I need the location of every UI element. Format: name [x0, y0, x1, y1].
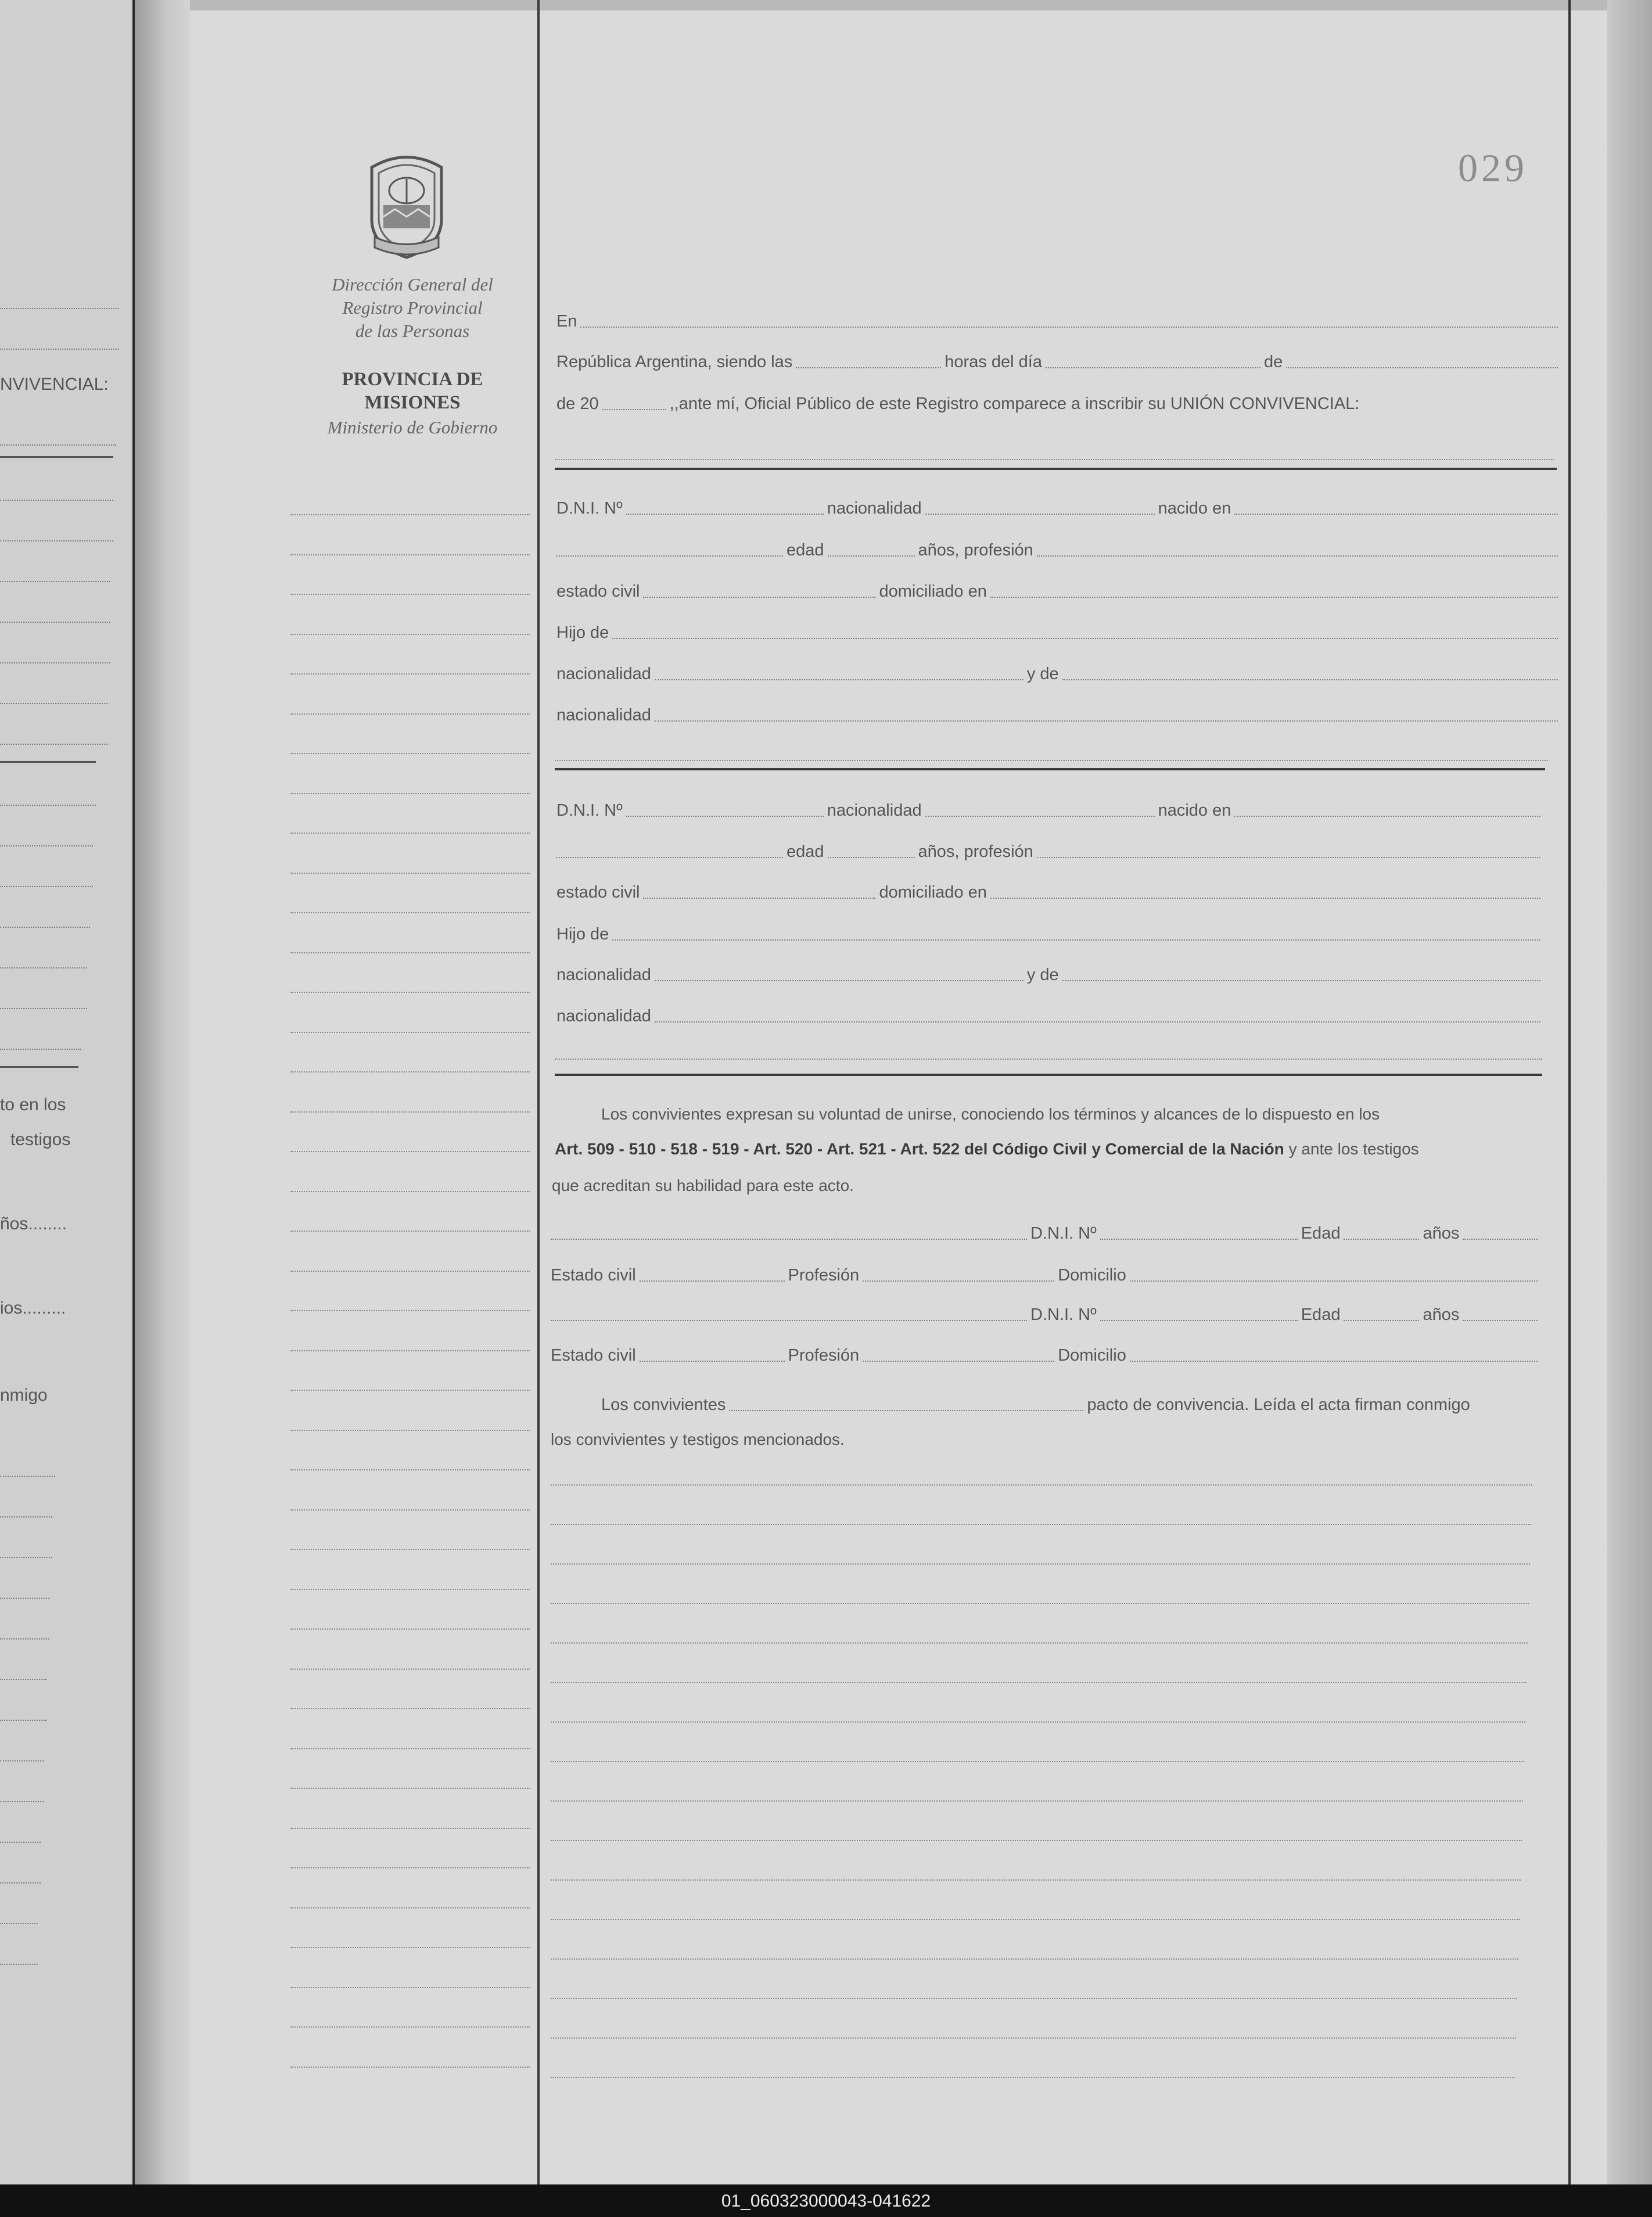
dotted-line — [0, 805, 96, 806]
label: estado civil — [556, 582, 640, 601]
dotted-line — [0, 662, 110, 663]
person2-row — [556, 879, 1544, 902]
intro-row — [556, 390, 1561, 414]
fill-line[interactable] — [551, 1239, 1027, 1240]
ministry-label: Ministerio de Gobierno — [327, 417, 498, 437]
closing-line: los convivientes y testigos mencionados. — [551, 1430, 845, 1448]
notes-line[interactable] — [290, 514, 530, 515]
label: y de — [1026, 665, 1059, 683]
dotted-line — [0, 1008, 87, 1009]
declaration-line: Los convivientes expresan su voluntad de unirse, conociendo los términos y alcances de lo dispuesto en los — [601, 1105, 1380, 1123]
label: Profesión — [788, 1266, 860, 1285]
label: Estado civil — [551, 1266, 636, 1285]
notes-line[interactable] — [551, 1524, 1531, 1525]
fill-line[interactable] — [1234, 514, 1558, 515]
notes-line[interactable] — [290, 992, 530, 993]
notes-line[interactable] — [290, 1469, 530, 1470]
notes-line[interactable] — [290, 2067, 530, 2068]
notes-line[interactable] — [290, 2026, 530, 2028]
fill-line[interactable] — [551, 1320, 1027, 1321]
declaration-line — [555, 1140, 1542, 1158]
fill-line[interactable] — [1037, 555, 1558, 557]
person1-row — [556, 702, 1561, 725]
witness2-row — [551, 1301, 1541, 1325]
fill-line[interactable] — [555, 760, 1548, 761]
rule — [0, 761, 96, 763]
declaration-tail: y ante los testigos — [1288, 1140, 1419, 1158]
dotted-line — [0, 1476, 55, 1477]
dotted-line — [0, 1923, 38, 1924]
notes-line[interactable] — [551, 2037, 1516, 2039]
person1-row — [556, 661, 1561, 684]
label: En — [556, 312, 577, 331]
fill-line[interactable] — [863, 1361, 1054, 1362]
label: nacionalidad — [827, 801, 922, 820]
notes-line[interactable] — [551, 1919, 1520, 1920]
label: República Argentina, siendo las — [556, 353, 793, 371]
notes-line[interactable] — [551, 1563, 1530, 1565]
notes-line[interactable] — [290, 1947, 530, 1948]
label: de 20 — [556, 394, 599, 413]
prev-fragment: nmigo — [0, 1386, 48, 1405]
notes-line[interactable] — [290, 833, 530, 834]
label: años — [1423, 1305, 1460, 1324]
notes-line[interactable] — [290, 1310, 530, 1311]
notes-line[interactable] — [551, 1761, 1524, 1762]
notes-line[interactable] — [290, 1589, 530, 1590]
dotted-line — [0, 1049, 81, 1050]
folio-number: 029 — [1458, 146, 1528, 190]
person2-row — [556, 962, 1544, 985]
person2-row — [556, 797, 1544, 820]
notes-line[interactable] — [290, 912, 530, 913]
label: de — [1263, 353, 1283, 371]
dotted-line — [0, 308, 119, 309]
fill-line[interactable] — [640, 1280, 785, 1282]
notes-line[interactable] — [290, 554, 530, 555]
dotted-line — [0, 744, 107, 745]
person1-row — [556, 495, 1561, 518]
fill-line[interactable] — [555, 459, 1554, 460]
person1-row — [556, 619, 1561, 643]
notes-line[interactable] — [551, 1484, 1532, 1486]
person2-row — [556, 838, 1544, 862]
dotted-line — [0, 540, 113, 541]
prev-fragment: ños........ — [0, 1214, 67, 1233]
notes-line[interactable] — [290, 1509, 530, 1511]
notes-line[interactable] — [551, 1840, 1522, 1841]
section-rule — [555, 468, 1557, 470]
fill-line[interactable] — [602, 409, 666, 410]
label: ,,ante mí, Oficial Público de este Registro comparece a inscribir su UNIÓN CONVIVENCIAL: — [669, 394, 1360, 413]
label: Los convivientes — [601, 1396, 726, 1414]
fill-line[interactable] — [626, 514, 824, 515]
notes-line[interactable] — [290, 1669, 530, 1670]
label: Edad — [1301, 1305, 1341, 1324]
fill-line[interactable] — [555, 1059, 1542, 1060]
label: años — [1423, 1224, 1460, 1243]
dotted-line — [0, 1720, 46, 1721]
prev-fragment: testigos — [10, 1130, 71, 1149]
person1-row — [556, 578, 1561, 601]
previous-page — [0, 0, 135, 2184]
dotted-line — [0, 581, 110, 582]
label: Domicilio — [1058, 1266, 1126, 1285]
fill-line[interactable] — [796, 367, 941, 368]
section-rule — [555, 1074, 1542, 1076]
label: D.N.I. Nº — [1030, 1224, 1097, 1243]
label: estado civil — [556, 883, 640, 902]
section-rule — [555, 768, 1545, 770]
closing-row — [601, 1391, 1528, 1415]
fill-line[interactable] — [655, 1021, 1540, 1023]
fill-line[interactable] — [1344, 1239, 1419, 1240]
notes-line[interactable] — [290, 1271, 530, 1272]
province-title: MISIONES — [364, 392, 461, 413]
notes-line[interactable] — [551, 1800, 1523, 1802]
dotted-line — [0, 886, 93, 887]
fill-line[interactable] — [990, 597, 1558, 598]
label: nacido en — [1158, 499, 1231, 518]
label: Hijo de — [556, 623, 609, 642]
person2-row — [556, 1003, 1544, 1026]
label: años, profesión — [918, 541, 1033, 559]
notes-line[interactable] — [290, 952, 530, 953]
dotted-line — [0, 1882, 41, 1884]
fill-line[interactable] — [828, 555, 915, 557]
dotted-line — [0, 1638, 49, 1640]
fill-line[interactable] — [655, 679, 1023, 680]
witness1-row — [551, 1262, 1541, 1285]
fill-line[interactable] — [1100, 1320, 1298, 1321]
fill-line[interactable] — [925, 514, 1155, 515]
fill-line[interactable] — [828, 857, 915, 858]
label: pacto de convivencia. Leída el acta firman conmigo — [1087, 1396, 1470, 1414]
notes-line[interactable] — [290, 1151, 530, 1152]
declaration-line: que acreditan su habilidad para este acto. — [552, 1176, 854, 1194]
notes-line[interactable] — [290, 1907, 530, 1909]
notes-line[interactable] — [551, 1958, 1518, 1960]
notes-line[interactable] — [290, 1430, 530, 1431]
fill-line[interactable] — [1463, 1239, 1538, 1240]
label: nacionalidad — [827, 499, 922, 518]
fill-line[interactable] — [925, 816, 1155, 817]
dotted-line — [0, 500, 113, 501]
fill-line[interactable] — [863, 1280, 1054, 1282]
label: nacido en — [1158, 801, 1231, 820]
fill-line[interactable] — [1234, 816, 1540, 817]
witness1-row — [551, 1220, 1541, 1243]
dotted-line — [0, 1516, 52, 1518]
notes-line[interactable] — [290, 793, 530, 794]
label: edad — [787, 842, 824, 861]
notes-line[interactable] — [290, 713, 530, 715]
fill-line[interactable] — [1286, 367, 1558, 368]
notes-line[interactable] — [290, 1628, 530, 1630]
notes-line[interactable] — [290, 1549, 530, 1550]
fill-line[interactable] — [729, 1410, 1083, 1411]
label: Profesión — [788, 1346, 860, 1365]
articles-reference: Art. 509 - 510 - 518 - 519 - Art. 520 - Art. 521 - Art. 522 del Código Civil y Comercial de la Nación — [555, 1140, 1284, 1158]
label: edad — [787, 541, 824, 559]
notes-line[interactable] — [290, 1788, 530, 1789]
fill-line[interactable] — [1062, 980, 1540, 981]
intro-row — [556, 349, 1561, 372]
person1-row — [556, 537, 1561, 560]
dotted-line — [0, 845, 93, 846]
label: nacionalidad — [556, 966, 651, 984]
intro-row — [556, 308, 1561, 331]
page-border — [1568, 0, 1571, 2184]
notes-line[interactable] — [290, 873, 530, 874]
notes-line[interactable] — [290, 1350, 530, 1351]
notes-line[interactable] — [551, 2077, 1515, 2078]
notes-line[interactable] — [551, 1721, 1525, 1723]
label: D.N.I. Nº — [556, 499, 623, 518]
notes-line[interactable] — [290, 1867, 530, 1868]
dotted-line — [0, 1801, 44, 1802]
directorate-line: Registro Provincial — [342, 297, 483, 318]
fill-line[interactable] — [556, 857, 783, 858]
rule — [0, 1066, 78, 1068]
fill-line[interactable] — [990, 898, 1540, 899]
province-title: PROVINCIA DE — [342, 369, 483, 390]
dotted-line — [0, 622, 110, 623]
dotted-line — [0, 703, 107, 704]
label: nacionalidad — [556, 706, 651, 724]
directorate-line: Dirección General del — [332, 274, 493, 295]
rule — [0, 456, 113, 458]
page-right-edge — [1607, 0, 1652, 2184]
dotted-line — [0, 1598, 49, 1599]
directorate-line: de las Personas — [355, 321, 470, 341]
scan-id: 01_060323000043-041622 — [721, 2191, 931, 2211]
fill-line[interactable] — [1062, 679, 1558, 680]
fill-line[interactable] — [1100, 1239, 1298, 1240]
notes-line[interactable] — [290, 1111, 530, 1113]
fill-line[interactable] — [1046, 367, 1260, 368]
label: nacionalidad — [556, 665, 651, 683]
dotted-line — [0, 444, 116, 446]
dotted-line — [0, 1679, 46, 1680]
notes-line[interactable] — [290, 1071, 530, 1072]
label: nacionalidad — [556, 1007, 651, 1025]
notes-line[interactable] — [290, 1828, 530, 1829]
fill-line[interactable] — [1463, 1320, 1538, 1321]
fill-line[interactable] — [580, 327, 1558, 328]
label: Domicilio — [1058, 1346, 1126, 1365]
prev-fragment: to en los — [0, 1095, 66, 1114]
dotted-line — [0, 1760, 44, 1762]
label: y de — [1026, 966, 1059, 984]
notes-line[interactable] — [290, 634, 530, 635]
label: Estado civil — [551, 1346, 636, 1365]
label: D.N.I. Nº — [556, 801, 623, 820]
notes-line[interactable] — [551, 1642, 1528, 1644]
dotted-line — [0, 967, 87, 968]
dotted-line — [0, 349, 119, 350]
fill-line[interactable] — [655, 720, 1558, 722]
prev-fragment: NVIVENCIAL: — [0, 375, 109, 394]
notes-line[interactable] — [290, 1191, 530, 1192]
fill-line[interactable] — [556, 555, 783, 557]
fill-line[interactable] — [1130, 1280, 1538, 1282]
label: D.N.I. Nº — [1030, 1305, 1097, 1324]
dotted-line — [0, 1842, 41, 1843]
witness2-row — [551, 1342, 1541, 1365]
dotted-line — [0, 927, 90, 928]
fill-line[interactable] — [612, 638, 1558, 639]
notes-line[interactable] — [290, 1987, 530, 1988]
notes-line[interactable] — [290, 594, 530, 595]
prev-fragment: ios......... — [0, 1298, 66, 1318]
label: años, profesión — [918, 842, 1033, 861]
fill-line[interactable] — [1130, 1361, 1538, 1362]
dotted-line — [0, 1964, 38, 1965]
fill-line[interactable] — [655, 980, 1023, 981]
dotted-line — [0, 1557, 52, 1558]
notes-line[interactable] — [290, 753, 530, 754]
notes-line[interactable] — [290, 1231, 530, 1232]
label: Hijo de — [556, 925, 609, 944]
fill-line[interactable] — [643, 597, 875, 598]
notes-line[interactable] — [551, 1998, 1517, 1999]
provincia-de-misiones-seal-icon — [360, 150, 453, 266]
person2-row — [556, 921, 1544, 944]
label: domiciliado en — [879, 883, 987, 902]
label: Edad — [1301, 1224, 1341, 1243]
fill-line[interactable] — [626, 816, 824, 817]
notes-line[interactable] — [290, 673, 530, 675]
fill-line[interactable] — [612, 939, 1540, 941]
notes-line[interactable] — [551, 1879, 1521, 1881]
notes-line[interactable] — [290, 1748, 530, 1749]
notes-line[interactable] — [290, 1708, 530, 1709]
column-divider — [537, 0, 540, 2184]
label: horas del día — [944, 353, 1042, 371]
fill-line[interactable] — [1344, 1320, 1419, 1321]
notes-line[interactable] — [551, 1603, 1529, 1604]
notes-line[interactable] — [290, 1032, 530, 1033]
notes-line[interactable] — [290, 1390, 530, 1391]
book-binding — [135, 0, 190, 2184]
label: domiciliado en — [879, 582, 987, 601]
fill-line[interactable] — [1037, 857, 1540, 858]
fill-line[interactable] — [643, 898, 875, 899]
notes-line[interactable] — [551, 1682, 1527, 1683]
fill-line[interactable] — [640, 1361, 785, 1362]
